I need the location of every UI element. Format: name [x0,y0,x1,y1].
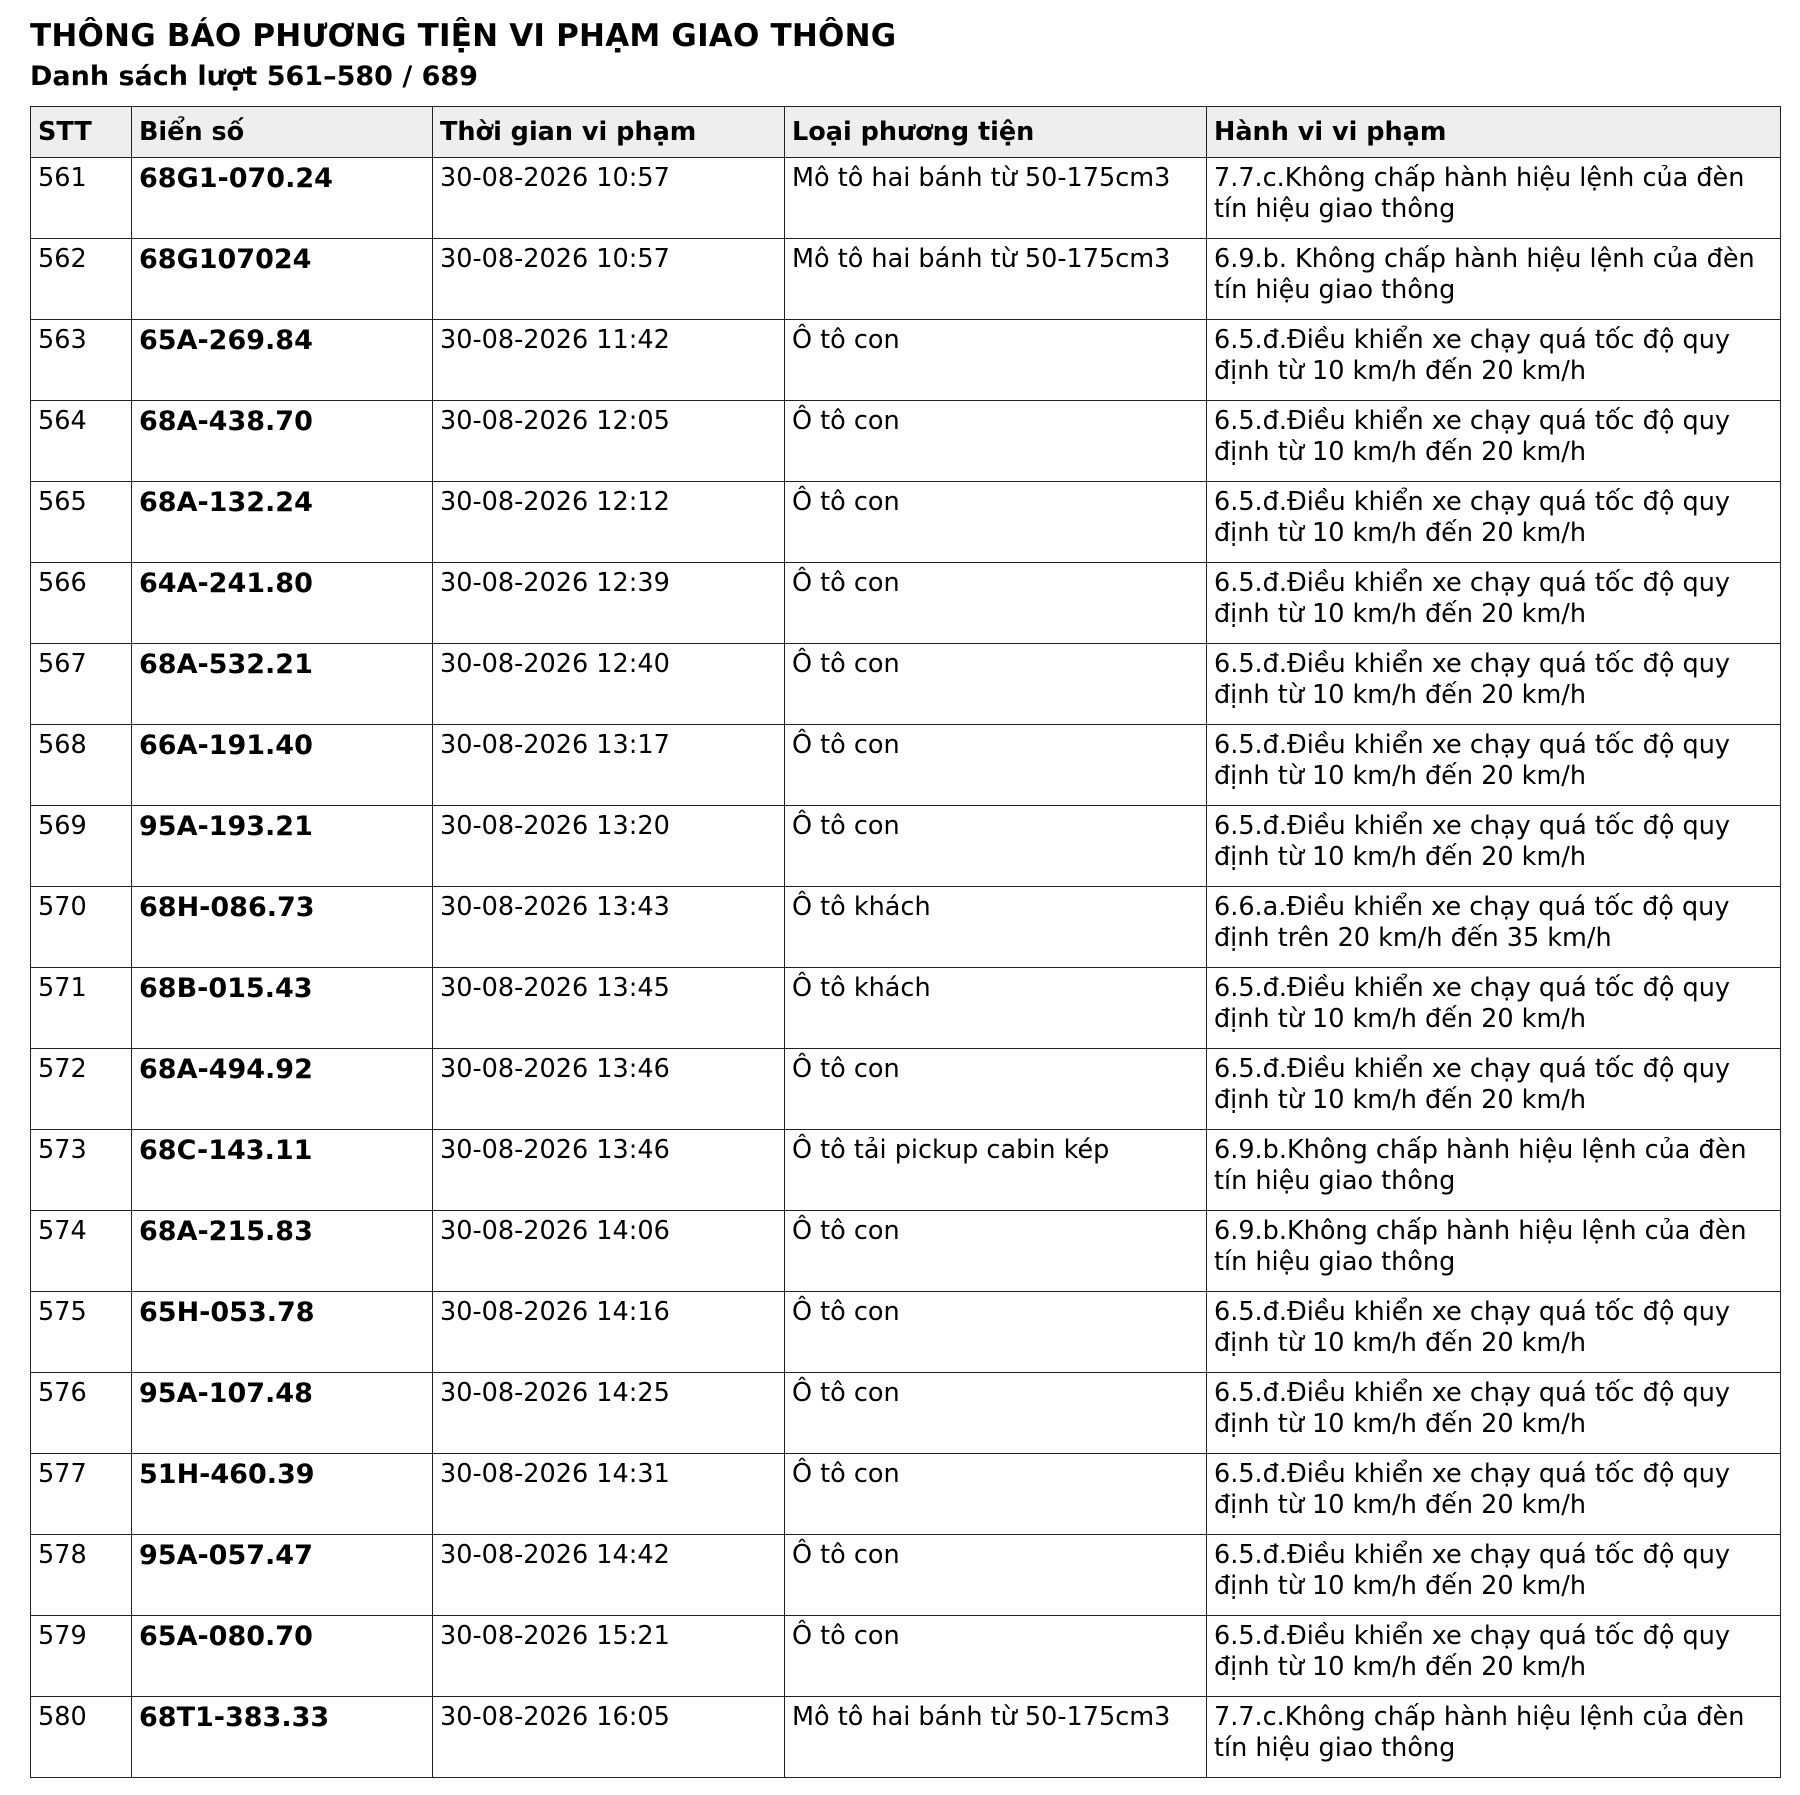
cell-violation: 6.5.đ.Điều khiển xe chạy quá tốc độ quy định từ 10 km/h đến 20 km/h [1207,806,1781,887]
table-row [31,320,1781,401]
cell-vehicle-type: Ô tô khách [785,887,1207,968]
table-row [31,644,1781,725]
cell-stt: 580 [31,1697,132,1778]
cell-stt: 566 [31,563,132,644]
cell-time: 30-08-2026 13:17 [433,725,785,806]
cell-violation: 6.5.đ.Điều khiển xe chạy quá tốc độ quy định từ 10 km/h đến 20 km/h [1207,320,1781,401]
cell-violation: 7.7.c.Không chấp hành hiệu lệnh của đèn tín hiệu giao thông [1207,1697,1781,1778]
page-subtitle: Danh sách lượt 561–580 / 689 [30,61,478,92]
cell-violation: 6.5.đ.Điều khiển xe chạy quá tốc độ quy định từ 10 km/h đến 20 km/h [1207,401,1781,482]
cell-plate: 64A-241.80 [132,563,433,644]
cell-vehicle-type: Ô tô con [785,320,1207,401]
cell-violation: 6.5.đ.Điều khiển xe chạy quá tốc độ quy định từ 10 km/h đến 20 km/h [1207,1616,1781,1697]
cell-plate: 95A-107.48 [132,1373,433,1454]
cell-violation: 6.5.đ.Điều khiển xe chạy quá tốc độ quy định từ 10 km/h đến 20 km/h [1207,725,1781,806]
table-body [31,158,1781,1778]
cell-plate: 68A-532.21 [132,644,433,725]
header-violation: Hành vi vi phạm [1207,107,1781,158]
table-row [31,1373,1781,1454]
cell-violation: 6.5.đ.Điều khiển xe chạy quá tốc độ quy định từ 10 km/h đến 20 km/h [1207,1049,1781,1130]
cell-violation: 6.5.đ.Điều khiển xe chạy quá tốc độ quy định từ 10 km/h đến 20 km/h [1207,1454,1781,1535]
cell-vehicle-type: Ô tô khách [785,968,1207,1049]
cell-plate: 65A-269.84 [132,320,433,401]
cell-violation: 6.9.b.Không chấp hành hiệu lệnh của đèn tín hiệu giao thông [1207,1211,1781,1292]
header-stt: STT [31,107,132,158]
cell-vehicle-type: Ô tô con [785,1049,1207,1130]
cell-time: 30-08-2026 12:40 [433,644,785,725]
table-row [31,1049,1781,1130]
cell-time: 30-08-2026 13:45 [433,968,785,1049]
cell-violation: 6.5.đ.Điều khiển xe chạy quá tốc độ quy định từ 10 km/h đến 20 km/h [1207,1292,1781,1373]
cell-violation: 6.9.b.Không chấp hành hiệu lệnh của đèn tín hiệu giao thông [1207,1130,1781,1211]
cell-violation: 7.7.c.Không chấp hành hiệu lệnh của đèn tín hiệu giao thông [1207,158,1781,239]
violations-table [30,106,1781,1778]
cell-plate: 68C-143.11 [132,1130,433,1211]
cell-vehicle-type: Ô tô con [785,1292,1207,1373]
table-row [31,563,1781,644]
cell-plate: 68A-215.83 [132,1211,433,1292]
cell-stt: 570 [31,887,132,968]
cell-time: 30-08-2026 13:20 [433,806,785,887]
cell-time: 30-08-2026 13:46 [433,1049,785,1130]
cell-vehicle-type: Ô tô con [785,1535,1207,1616]
cell-plate: 68B-015.43 [132,968,433,1049]
cell-violation: 6.6.a.Điều khiển xe chạy quá tốc độ quy định trên 20 km/h đến 35 km/h [1207,887,1781,968]
cell-time: 30-08-2026 14:06 [433,1211,785,1292]
table-row [31,1697,1781,1778]
cell-time: 30-08-2026 13:43 [433,887,785,968]
table-row [31,401,1781,482]
cell-stt: 564 [31,401,132,482]
cell-stt: 563 [31,320,132,401]
cell-violation: 6.5.đ.Điều khiển xe chạy quá tốc độ quy định từ 10 km/h đến 20 km/h [1207,968,1781,1049]
cell-violation: 6.5.đ.Điều khiển xe chạy quá tốc độ quy định từ 10 km/h đến 20 km/h [1207,1373,1781,1454]
cell-violation: 6.9.b. Không chấp hành hiệu lệnh của đèn tín hiệu giao thông [1207,239,1781,320]
cell-plate: 68G107024 [132,239,433,320]
cell-time: 30-08-2026 15:21 [433,1616,785,1697]
cell-vehicle-type: Ô tô con [785,806,1207,887]
table-row [31,482,1781,563]
cell-stt: 569 [31,806,132,887]
cell-plate: 68A-494.92 [132,1049,433,1130]
page-title: THÔNG BÁO PHƯƠNG TIỆN VI PHẠM GIAO THÔNG [30,18,897,54]
cell-vehicle-type: Ô tô con [785,563,1207,644]
cell-stt: 567 [31,644,132,725]
cell-time: 30-08-2026 14:42 [433,1535,785,1616]
table-row [31,887,1781,968]
table-row [31,1130,1781,1211]
table-row [31,1211,1781,1292]
cell-plate: 68T1-383.33 [132,1697,433,1778]
header-vehicle-type: Loại phương tiện [785,107,1207,158]
cell-time: 30-08-2026 12:39 [433,563,785,644]
cell-stt: 565 [31,482,132,563]
cell-time: 30-08-2026 12:12 [433,482,785,563]
cell-stt: 571 [31,968,132,1049]
table-row [31,968,1781,1049]
cell-plate: 68H-086.73 [132,887,433,968]
cell-plate: 95A-057.47 [132,1535,433,1616]
cell-vehicle-type: Ô tô con [785,1616,1207,1697]
table-row [31,239,1781,320]
cell-vehicle-type: Ô tô con [785,401,1207,482]
cell-plate: 66A-191.40 [132,725,433,806]
cell-vehicle-type: Ô tô con [785,482,1207,563]
cell-plate: 65H-053.78 [132,1292,433,1373]
cell-vehicle-type: Mô tô hai bánh từ 50-175cm3 [785,239,1207,320]
cell-vehicle-type: Ô tô tải pickup cabin kép [785,1130,1207,1211]
table-row [31,1292,1781,1373]
cell-vehicle-type: Ô tô con [785,1373,1207,1454]
table-row [31,725,1781,806]
cell-violation: 6.5.đ.Điều khiển xe chạy quá tốc độ quy định từ 10 km/h đến 20 km/h [1207,482,1781,563]
cell-vehicle-type: Mô tô hai bánh từ 50-175cm3 [785,1697,1207,1778]
cell-stt: 579 [31,1616,132,1697]
cell-vehicle-type: Ô tô con [785,644,1207,725]
cell-stt: 578 [31,1535,132,1616]
cell-plate: 68G1-070.24 [132,158,433,239]
cell-vehicle-type: Ô tô con [785,1454,1207,1535]
cell-plate: 68A-132.24 [132,482,433,563]
cell-time: 30-08-2026 13:46 [433,1130,785,1211]
cell-time: 30-08-2026 11:42 [433,320,785,401]
cell-plate: 68A-438.70 [132,401,433,482]
cell-stt: 561 [31,158,132,239]
cell-time: 30-08-2026 12:05 [433,401,785,482]
cell-stt: 575 [31,1292,132,1373]
cell-time: 30-08-2026 10:57 [433,239,785,320]
table-header-row [31,107,1781,158]
table-row [31,1616,1781,1697]
cell-stt: 573 [31,1130,132,1211]
cell-plate: 65A-080.70 [132,1616,433,1697]
cell-stt: 574 [31,1211,132,1292]
cell-time: 30-08-2026 14:31 [433,1454,785,1535]
header-time: Thời gian vi phạm [433,107,785,158]
table-row [31,806,1781,887]
table-row [31,158,1781,239]
cell-violation: 6.5.đ.Điều khiển xe chạy quá tốc độ quy định từ 10 km/h đến 20 km/h [1207,644,1781,725]
cell-vehicle-type: Ô tô con [785,1211,1207,1292]
cell-time: 30-08-2026 14:16 [433,1292,785,1373]
cell-stt: 576 [31,1373,132,1454]
table-row [31,1535,1781,1616]
cell-vehicle-type: Ô tô con [785,725,1207,806]
cell-stt: 562 [31,239,132,320]
header-plate: Biển số [132,107,433,158]
cell-time: 30-08-2026 14:25 [433,1373,785,1454]
cell-stt: 577 [31,1454,132,1535]
cell-vehicle-type: Mô tô hai bánh từ 50-175cm3 [785,158,1207,239]
cell-time: 30-08-2026 16:05 [433,1697,785,1778]
cell-violation: 6.5.đ.Điều khiển xe chạy quá tốc độ quy định từ 10 km/h đến 20 km/h [1207,1535,1781,1616]
cell-stt: 572 [31,1049,132,1130]
cell-plate: 95A-193.21 [132,806,433,887]
cell-violation: 6.5.đ.Điều khiển xe chạy quá tốc độ quy định từ 10 km/h đến 20 km/h [1207,563,1781,644]
cell-stt: 568 [31,725,132,806]
cell-time: 30-08-2026 10:57 [433,158,785,239]
table-row [31,1454,1781,1535]
cell-plate: 51H-460.39 [132,1454,433,1535]
